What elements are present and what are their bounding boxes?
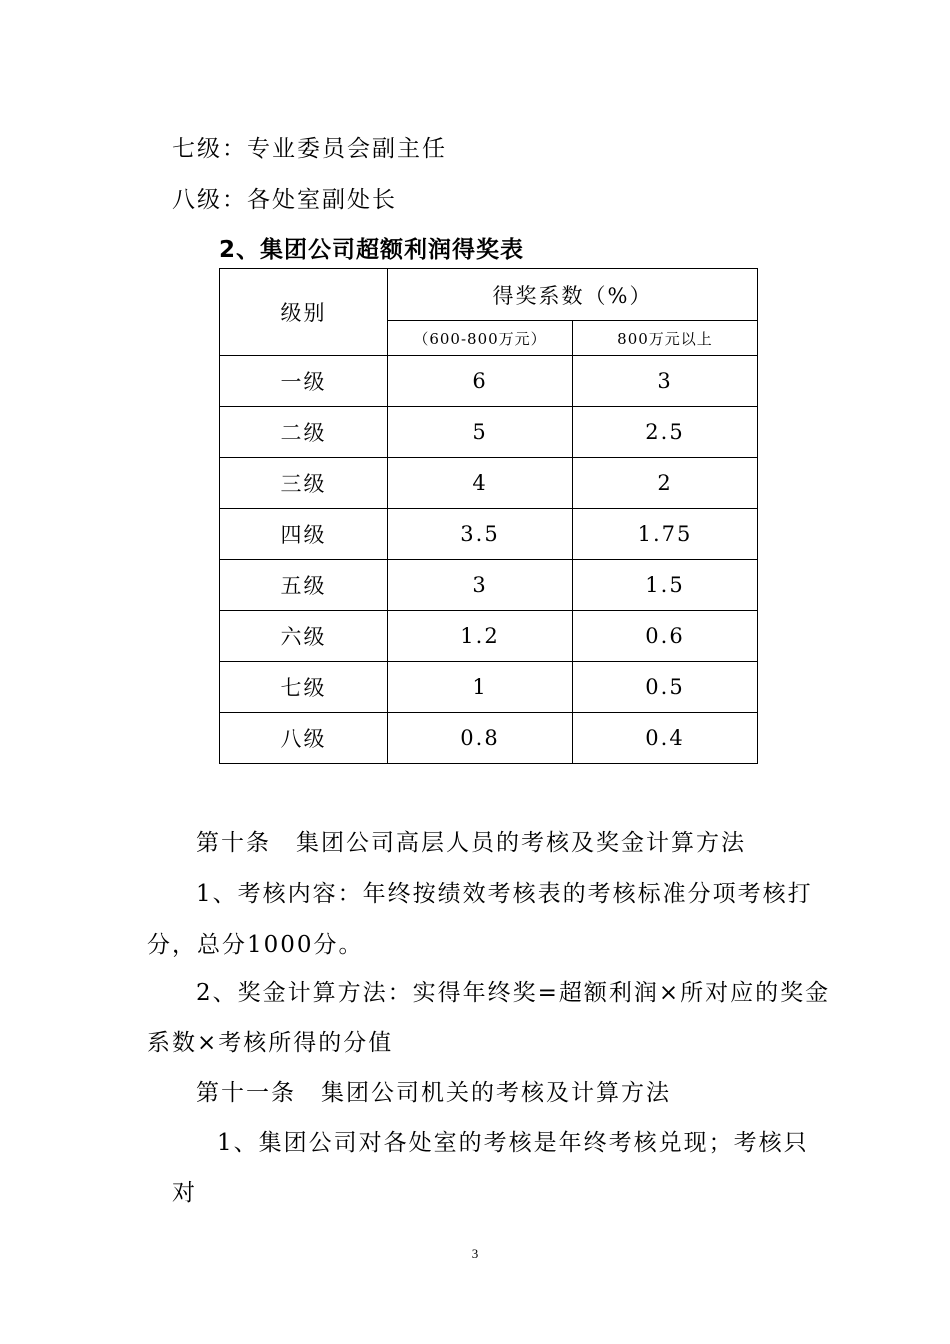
table-row (220, 509, 758, 560)
table-title: 2、集团公司超额利润得奖表 (219, 237, 525, 263)
sub-header-range: （600-800万元） (388, 321, 573, 356)
article-11-para1-line2: 对 (172, 1180, 197, 1206)
article-10-para1-line2: 分，总分1000分。 (147, 932, 364, 958)
table-row (220, 458, 758, 509)
page-number: 3 (471, 1246, 479, 1261)
level-cell: 八级 (220, 713, 388, 764)
coef-800-plus-cell: 0.5 (573, 662, 758, 713)
level-cell: 三级 (220, 458, 388, 509)
coef-800-plus-cell: 0.4 (573, 713, 758, 764)
coef-600-800-cell: 6 (388, 356, 573, 407)
line-level-8: 八级：各处室副处长 (172, 187, 397, 213)
coef-800-plus-cell: 1.5 (573, 560, 758, 611)
level-cell: 六级 (220, 611, 388, 662)
sub-header-above: 800万元以上 (573, 321, 758, 356)
article-10-para1-line1: 1、考核内容：年终按绩效考核表的考核标准分项考核打 (196, 881, 813, 907)
level-cell: 四级 (220, 509, 388, 560)
coef-600-800-cell: 1.2 (388, 611, 573, 662)
line-level-7: 七级：专业委员会副主任 (172, 136, 447, 162)
article-11-title: 第十一条 集团公司机关的考核及计算方法 (196, 1080, 671, 1106)
level-cell: 七级 (220, 662, 388, 713)
coef-header: 得奖系数（%） (388, 269, 758, 321)
article-11-para1-line1: 1、集团公司对各处室的考核是年终考核兑现；考核只 (217, 1130, 809, 1156)
coef-600-800-cell: 3.5 (388, 509, 573, 560)
level-cell: 五级 (220, 560, 388, 611)
table-row (220, 560, 758, 611)
coef-600-800-cell: 5 (388, 407, 573, 458)
article-10-para2-line1: 2、奖金计算方法：实得年终奖=超额利润×所对应的奖金 (196, 980, 831, 1006)
table-row (220, 713, 758, 764)
table-row (220, 611, 758, 662)
coef-800-plus-cell: 0.6 (573, 611, 758, 662)
table-row (220, 407, 758, 458)
article-10-title: 第十条 集团公司高层人员的考核及奖金计算方法 (196, 830, 746, 856)
level-header: 级别 (220, 269, 388, 356)
article-10-para2-line2: 系数×考核所得的分值 (147, 1030, 394, 1056)
coef-600-800-cell: 4 (388, 458, 573, 509)
bonus-table (219, 268, 758, 764)
level-cell: 二级 (220, 407, 388, 458)
table-row (220, 356, 758, 407)
table-row (220, 662, 758, 713)
coef-800-plus-cell: 3 (573, 356, 758, 407)
coef-600-800-cell: 1 (388, 662, 573, 713)
coef-600-800-cell: 0.8 (388, 713, 573, 764)
level-cell: 一级 (220, 356, 388, 407)
coef-800-plus-cell: 2.5 (573, 407, 758, 458)
coef-800-plus-cell: 1.75 (573, 509, 758, 560)
coef-800-plus-cell: 2 (573, 458, 758, 509)
coef-600-800-cell: 3 (388, 560, 573, 611)
